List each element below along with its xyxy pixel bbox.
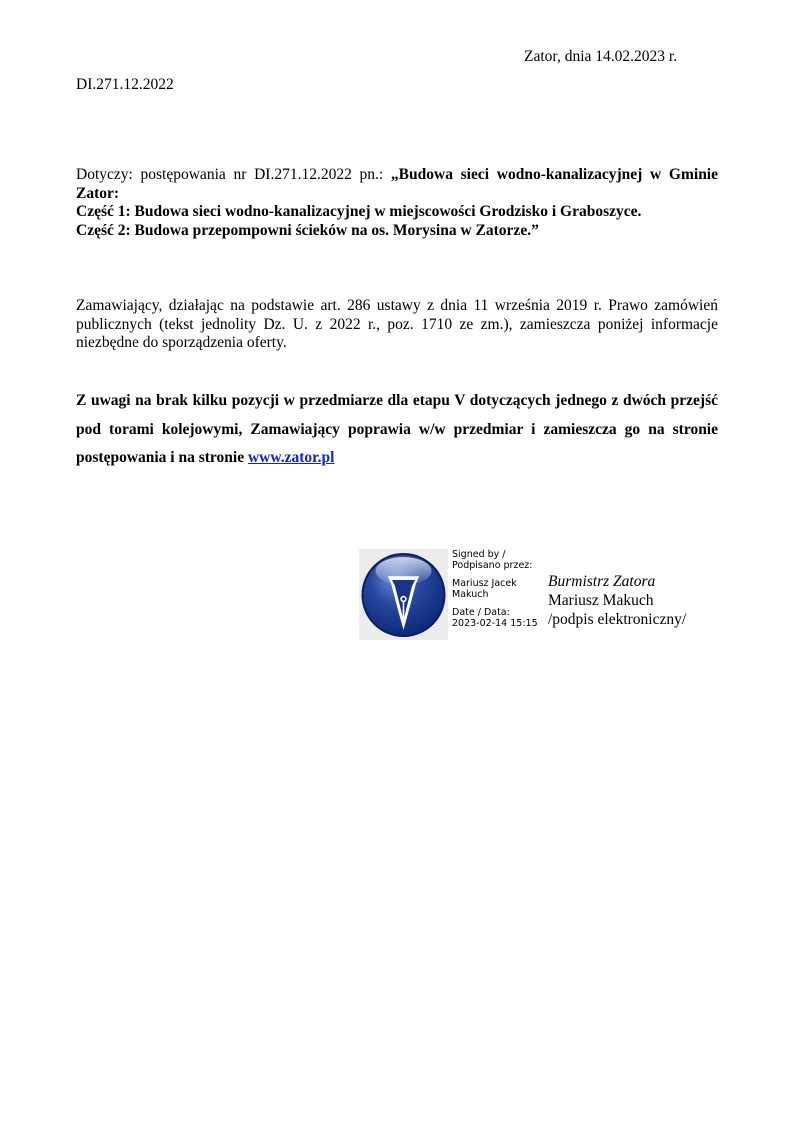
subject-part-2: Część 2: Budowa przepompowni ścieków na os. Morysina w Zatorze.”: [76, 221, 539, 239]
signer-name-line-2: Makuch: [452, 588, 489, 600]
notice-paragraph: [76, 387, 718, 473]
signature-metadata: [452, 550, 538, 629]
signed-by-label: Signed by /: [452, 549, 506, 560]
signature-date-label: Date / Data:: [452, 607, 510, 618]
signer-name-line-1: Mariusz Jacek: [452, 578, 517, 589]
intro-paragraph: Zamawiający, działając na podstawie art. 286 ustawy z dnia 11 września 2019 r. Prawo zamówień publicznych (tekst jednolity Dz. U. z 2022 r., poz. 1710 ze zm.), zamieszcza poniżej informacje niezbędne do sporządzenia oferty.: [76, 297, 718, 351]
subject-prefix: Dotyczy: postępowania nr DI.271.12.2022 pn.:: [76, 166, 391, 183]
subject-title: „Budowa sieci wodno-kanalizacyjnej w Gminie Zator:: [76, 166, 718, 202]
signature-note: /podpis elektroniczny/: [548, 611, 687, 628]
signatory-name: Mariusz Makuch: [548, 592, 654, 609]
zator-website-link[interactable]: www.zator.pl: [247, 449, 335, 466]
signatory-block: [548, 572, 686, 629]
signed-by-label-pl: Podpisano przez:: [452, 559, 533, 571]
document-date: Zator, dnia 14.02.2023 r.: [524, 48, 678, 65]
signature-date-value: 2023-02-14 15:15: [452, 617, 538, 629]
fountain-pen-nib-icon: [359, 549, 448, 640]
reference-number: DI.271.12.2022: [76, 76, 174, 93]
subject-paragraph: [76, 166, 718, 240]
signatory-title: Burmistrz Zatora: [548, 573, 656, 590]
notice-text: Z uwagi na brak kilku pozycji w przedmiarze dla etapu V dotyczących jednego z dwóch przejść pod torami kolejowymi, Zamawiający poprawia w/w przedmiar i zamieszcza go na stronie postępowania i na stronie: [76, 392, 718, 466]
subject-part-1: Część 1: Budowa sieci wodno-kanalizacyjnej w miejscowości Grodzisko i Graboszyce.: [76, 203, 642, 220]
